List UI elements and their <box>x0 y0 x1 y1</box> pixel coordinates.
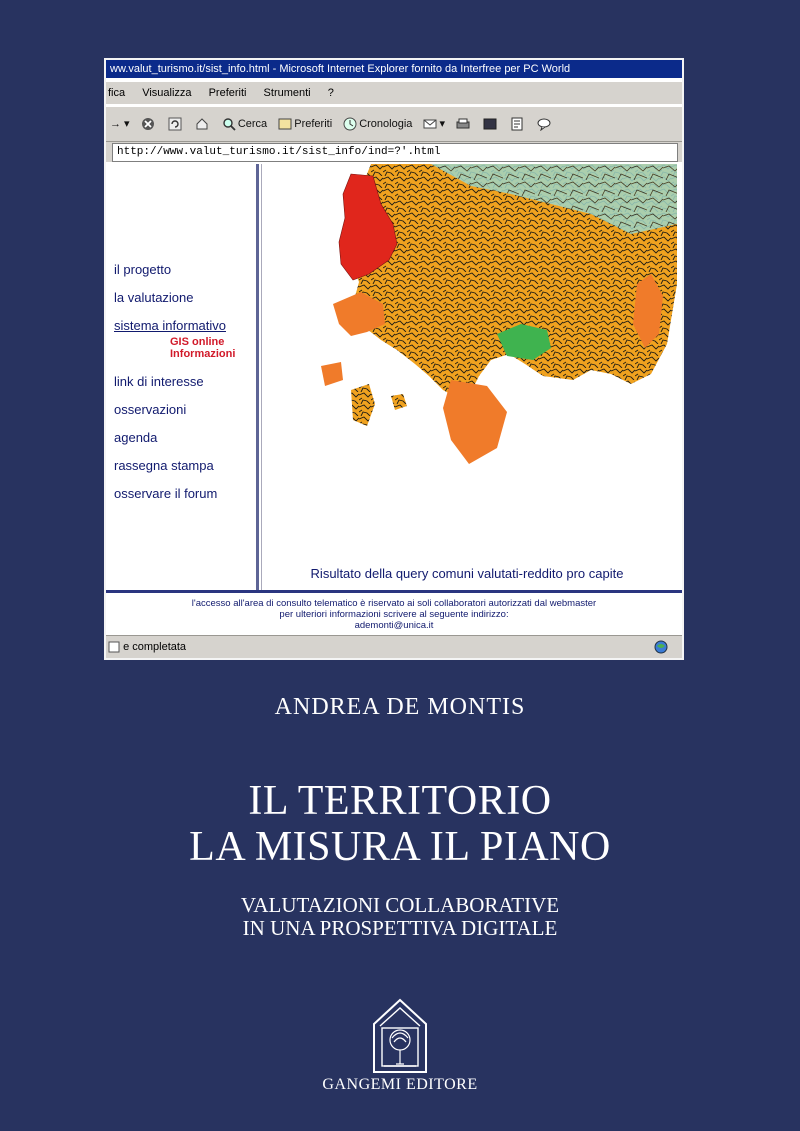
map-island-2 <box>391 394 407 410</box>
page-icon <box>108 641 120 653</box>
print-icon <box>456 117 470 131</box>
contact-email[interactable]: ademonti@unica.it <box>354 620 434 631</box>
access-note <box>106 598 682 631</box>
book-subtitle <box>0 894 800 940</box>
browser-screenshot <box>104 58 684 660</box>
menu-item-view[interactable]: Visualizza <box>142 87 192 99</box>
publisher-logo-icon <box>370 994 430 1076</box>
address-input[interactable]: http://www.valut_turismo.it/sist_info/ind=?'.html <box>112 143 678 162</box>
messenger-button[interactable] <box>537 107 553 141</box>
access-note-line2: per ulteriori informazioni scrivere al seguente indirizzo: <box>279 609 509 620</box>
nav-link-forum[interactable]: osservare il forum <box>114 486 218 501</box>
stop-button[interactable] <box>141 107 157 141</box>
address-bar <box>106 142 682 162</box>
internet-zone-icon <box>654 640 668 654</box>
history-icon <box>343 117 357 131</box>
map-orange-district-south <box>443 380 507 464</box>
mail-icon <box>423 117 437 131</box>
document-icon <box>510 117 524 131</box>
nav-sublink-gis-online[interactable]: GIS online <box>170 336 225 348</box>
map-island-small <box>321 362 343 386</box>
page-content <box>106 164 682 636</box>
access-note-line1: l'accesso all'area di consulto telematico è riservato ai soli collaboratori autorizzati dal webmaster <box>191 598 597 609</box>
content-divider-thin <box>261 164 262 590</box>
back-button[interactable]: → ▾ <box>110 118 130 130</box>
nav-link-rassegna-stampa[interactable]: rassegna stampa <box>114 458 214 473</box>
browser-titlebar: ww.valut_turismo.it/sist_info.html - Microsoft Internet Explorer fornito da Interfree per PC World <box>106 60 684 78</box>
search-icon <box>222 117 236 131</box>
menu-item-favorites[interactable]: Preferiti <box>208 87 247 99</box>
subtitle-line-2: IN UNA PROSPETTIVA DIGITALE <box>242 916 558 940</box>
menu-item-help[interactable]: ? <box>327 87 334 99</box>
subtitle-line-1: VALUTAZIONI COLLABORATIVE <box>240 893 560 917</box>
content-divider <box>256 164 259 590</box>
home-button[interactable] <box>195 107 211 141</box>
mail-button[interactable]: ▾ <box>423 107 445 141</box>
nav-link-progetto[interactable]: il progetto <box>114 262 172 277</box>
history-button[interactable] <box>343 107 412 141</box>
home-icon <box>195 117 209 131</box>
query-caption: Risultato della query comuni valutati-reddito pro capite <box>310 566 624 581</box>
footer-divider <box>106 590 682 593</box>
author-name: ANDREA DE MONTIS <box>274 694 526 720</box>
browser-statusbar <box>106 635 682 658</box>
refresh-button[interactable] <box>168 107 184 141</box>
map-island <box>351 384 375 426</box>
nav-link-interesse[interactable]: link di interesse <box>114 374 204 389</box>
title-line-1: IL TERRITORIO <box>248 778 552 824</box>
nav-submenu <box>114 336 254 368</box>
site-nav <box>114 256 254 508</box>
nav-sublink-informazioni[interactable]: Informazioni <box>170 348 236 360</box>
refresh-icon <box>168 117 182 131</box>
book-title <box>0 778 800 870</box>
search-button[interactable] <box>222 107 267 141</box>
status-text: e completata <box>123 641 187 653</box>
edit-icon <box>483 117 497 131</box>
edit-button[interactable] <box>483 107 499 141</box>
discuss-button[interactable] <box>510 107 526 141</box>
favorites-icon <box>278 117 292 131</box>
history-label: Cronologia <box>359 118 413 130</box>
nav-link-agenda[interactable]: agenda <box>114 430 158 445</box>
print-button[interactable] <box>456 107 472 141</box>
browser-menubar <box>106 82 682 104</box>
nav-link-valutazione[interactable]: la valutazione <box>114 290 194 305</box>
chat-icon <box>537 117 551 131</box>
gis-map[interactable] <box>311 164 677 464</box>
nav-link-osservazioni[interactable]: osservazioni <box>114 402 187 417</box>
publisher-name: GANGEMI EDITORE <box>322 1076 478 1093</box>
browser-toolbar <box>106 106 682 142</box>
nav-link-sistema-informativo[interactable]: sistema informativo <box>114 318 226 333</box>
menu-item-tools[interactable]: Strumenti <box>263 87 311 99</box>
stop-icon <box>141 117 155 131</box>
title-line-2: LA MISURA IL PIANO <box>189 824 611 870</box>
favorites-label: Preferiti <box>294 118 333 130</box>
favorites-button[interactable] <box>278 107 332 141</box>
menu-item-file[interactable]: fica <box>108 87 126 99</box>
search-label: Cerca <box>237 118 268 130</box>
